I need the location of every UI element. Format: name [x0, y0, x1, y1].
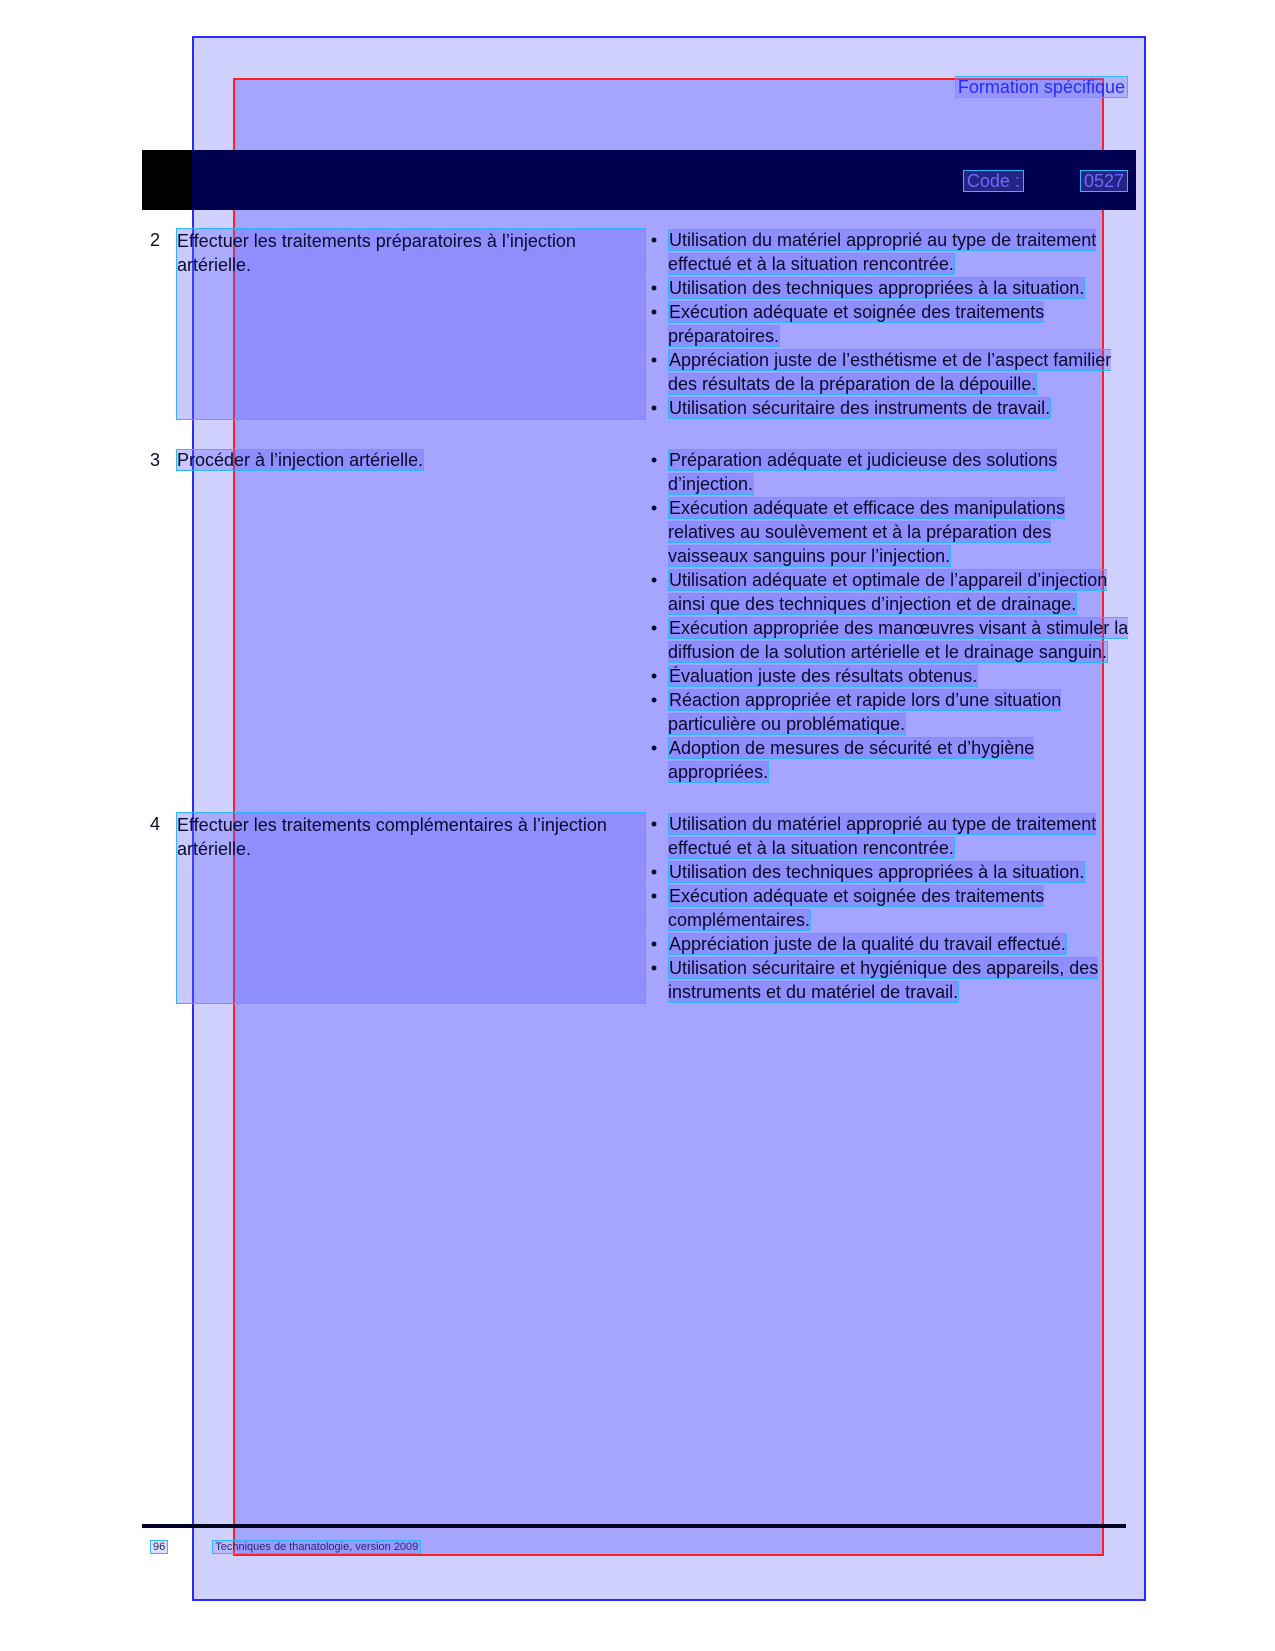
bullet-icon: •: [650, 886, 658, 906]
bullet-icon: •: [650, 690, 658, 710]
bullet-icon: •: [650, 450, 658, 470]
list-item: • Exécution adéquate et soignée des traitements préparatoires.: [646, 300, 1130, 348]
page-number: 96: [150, 1540, 168, 1554]
running-header-label: Formation spécifique: [955, 76, 1128, 98]
bullet-icon: •: [650, 570, 658, 590]
section-heading: [150, 448, 646, 784]
bullet-icon: •: [650, 862, 658, 882]
list-item: • Évaluation juste des résultats obtenus.: [646, 664, 1130, 688]
bullet-icon: •: [650, 302, 658, 322]
section-2: [150, 228, 1130, 420]
section-heading: [150, 228, 646, 420]
course-code: [963, 170, 1128, 192]
criteria-list: [646, 812, 1130, 1004]
section-title: Effectuer les traitements préparatoires à l’injection artérielle.: [176, 228, 646, 420]
code-value: 0527: [1080, 170, 1128, 192]
section-heading: [150, 812, 646, 1004]
section-title: Effectuer les traitements complémentaires à l’injection artérielle.: [176, 812, 646, 1004]
bullet-icon: •: [650, 350, 658, 370]
bullet-icon: •: [650, 666, 658, 686]
section-number: 3: [150, 450, 161, 470]
list-item: • Utilisation des techniques appropriées à la situation.: [646, 276, 1130, 300]
bullet-icon: •: [650, 738, 658, 758]
section-number: 2: [150, 230, 161, 250]
bullet-icon: •: [650, 958, 658, 978]
bullet-icon: •: [650, 814, 658, 834]
list-item: • Appréciation juste de la qualité du travail effectué.: [646, 932, 1130, 956]
bullet-icon: •: [650, 278, 658, 298]
list-item: • Préparation adéquate et judicieuse des solutions d’injection.: [646, 448, 1130, 496]
list-item: • Appréciation juste de l’esthétisme et de l’aspect familier des résultats de la préparation de la dépouille.: [646, 348, 1130, 396]
header-bar: [142, 150, 1136, 210]
section-3: [150, 448, 1130, 784]
bullet-icon: •: [650, 618, 658, 638]
section-4: [150, 812, 1130, 1004]
page-footer: [150, 1540, 421, 1554]
list-item: • Réaction appropriée et rapide lors d’une situation particulière ou problématique.: [646, 688, 1130, 736]
bullet-icon: •: [650, 934, 658, 954]
list-item: • Utilisation du matériel approprié au type de traitement effectué et à la situation rencontrée.: [646, 228, 1130, 276]
bullet-icon: •: [650, 398, 658, 418]
section-number: 4: [150, 814, 161, 834]
document-title: Techniques de thanatologie, version 2009: [212, 1540, 421, 1554]
footer-divider: [142, 1524, 1126, 1528]
list-item: • Utilisation sécuritaire des instruments de travail.: [646, 396, 1130, 420]
criteria-list: [646, 448, 1130, 784]
section-title: Procéder à l’injection artérielle.: [177, 450, 424, 470]
criteria-list: [646, 228, 1130, 420]
code-label: Code :: [963, 170, 1024, 192]
list-item: • Utilisation des techniques appropriées à la situation.: [646, 860, 1130, 884]
list-item: • Utilisation adéquate et optimale de l’appareil d’injection ainsi que des techniques d’injection et de drainage.: [646, 568, 1130, 616]
list-item: • Utilisation sécuritaire et hygiénique des appareils, des instruments et du matériel de travail.: [646, 956, 1130, 1004]
list-item: • Adoption de mesures de sécurité et d’hygiène appropriées.: [646, 736, 1130, 784]
list-item: • Exécution adéquate et efficace des manipulations relatives au soulèvement et à la préparation des vaisseaux sanguins pour l’injection.: [646, 496, 1130, 568]
list-item: • Exécution adéquate et soignée des traitements complémentaires.: [646, 884, 1130, 932]
competency-content: [150, 228, 1130, 1032]
list-item: • Utilisation du matériel approprié au type de traitement effectué et à la situation rencontrée.: [646, 812, 1130, 860]
header-bar-tab: [142, 150, 192, 210]
list-item: • Exécution appropriée des manœuvres visant à stimuler la diffusion de la solution artérielle et le drainage sanguin.: [646, 616, 1130, 664]
bullet-icon: •: [650, 498, 658, 518]
bullet-icon: •: [650, 230, 658, 250]
